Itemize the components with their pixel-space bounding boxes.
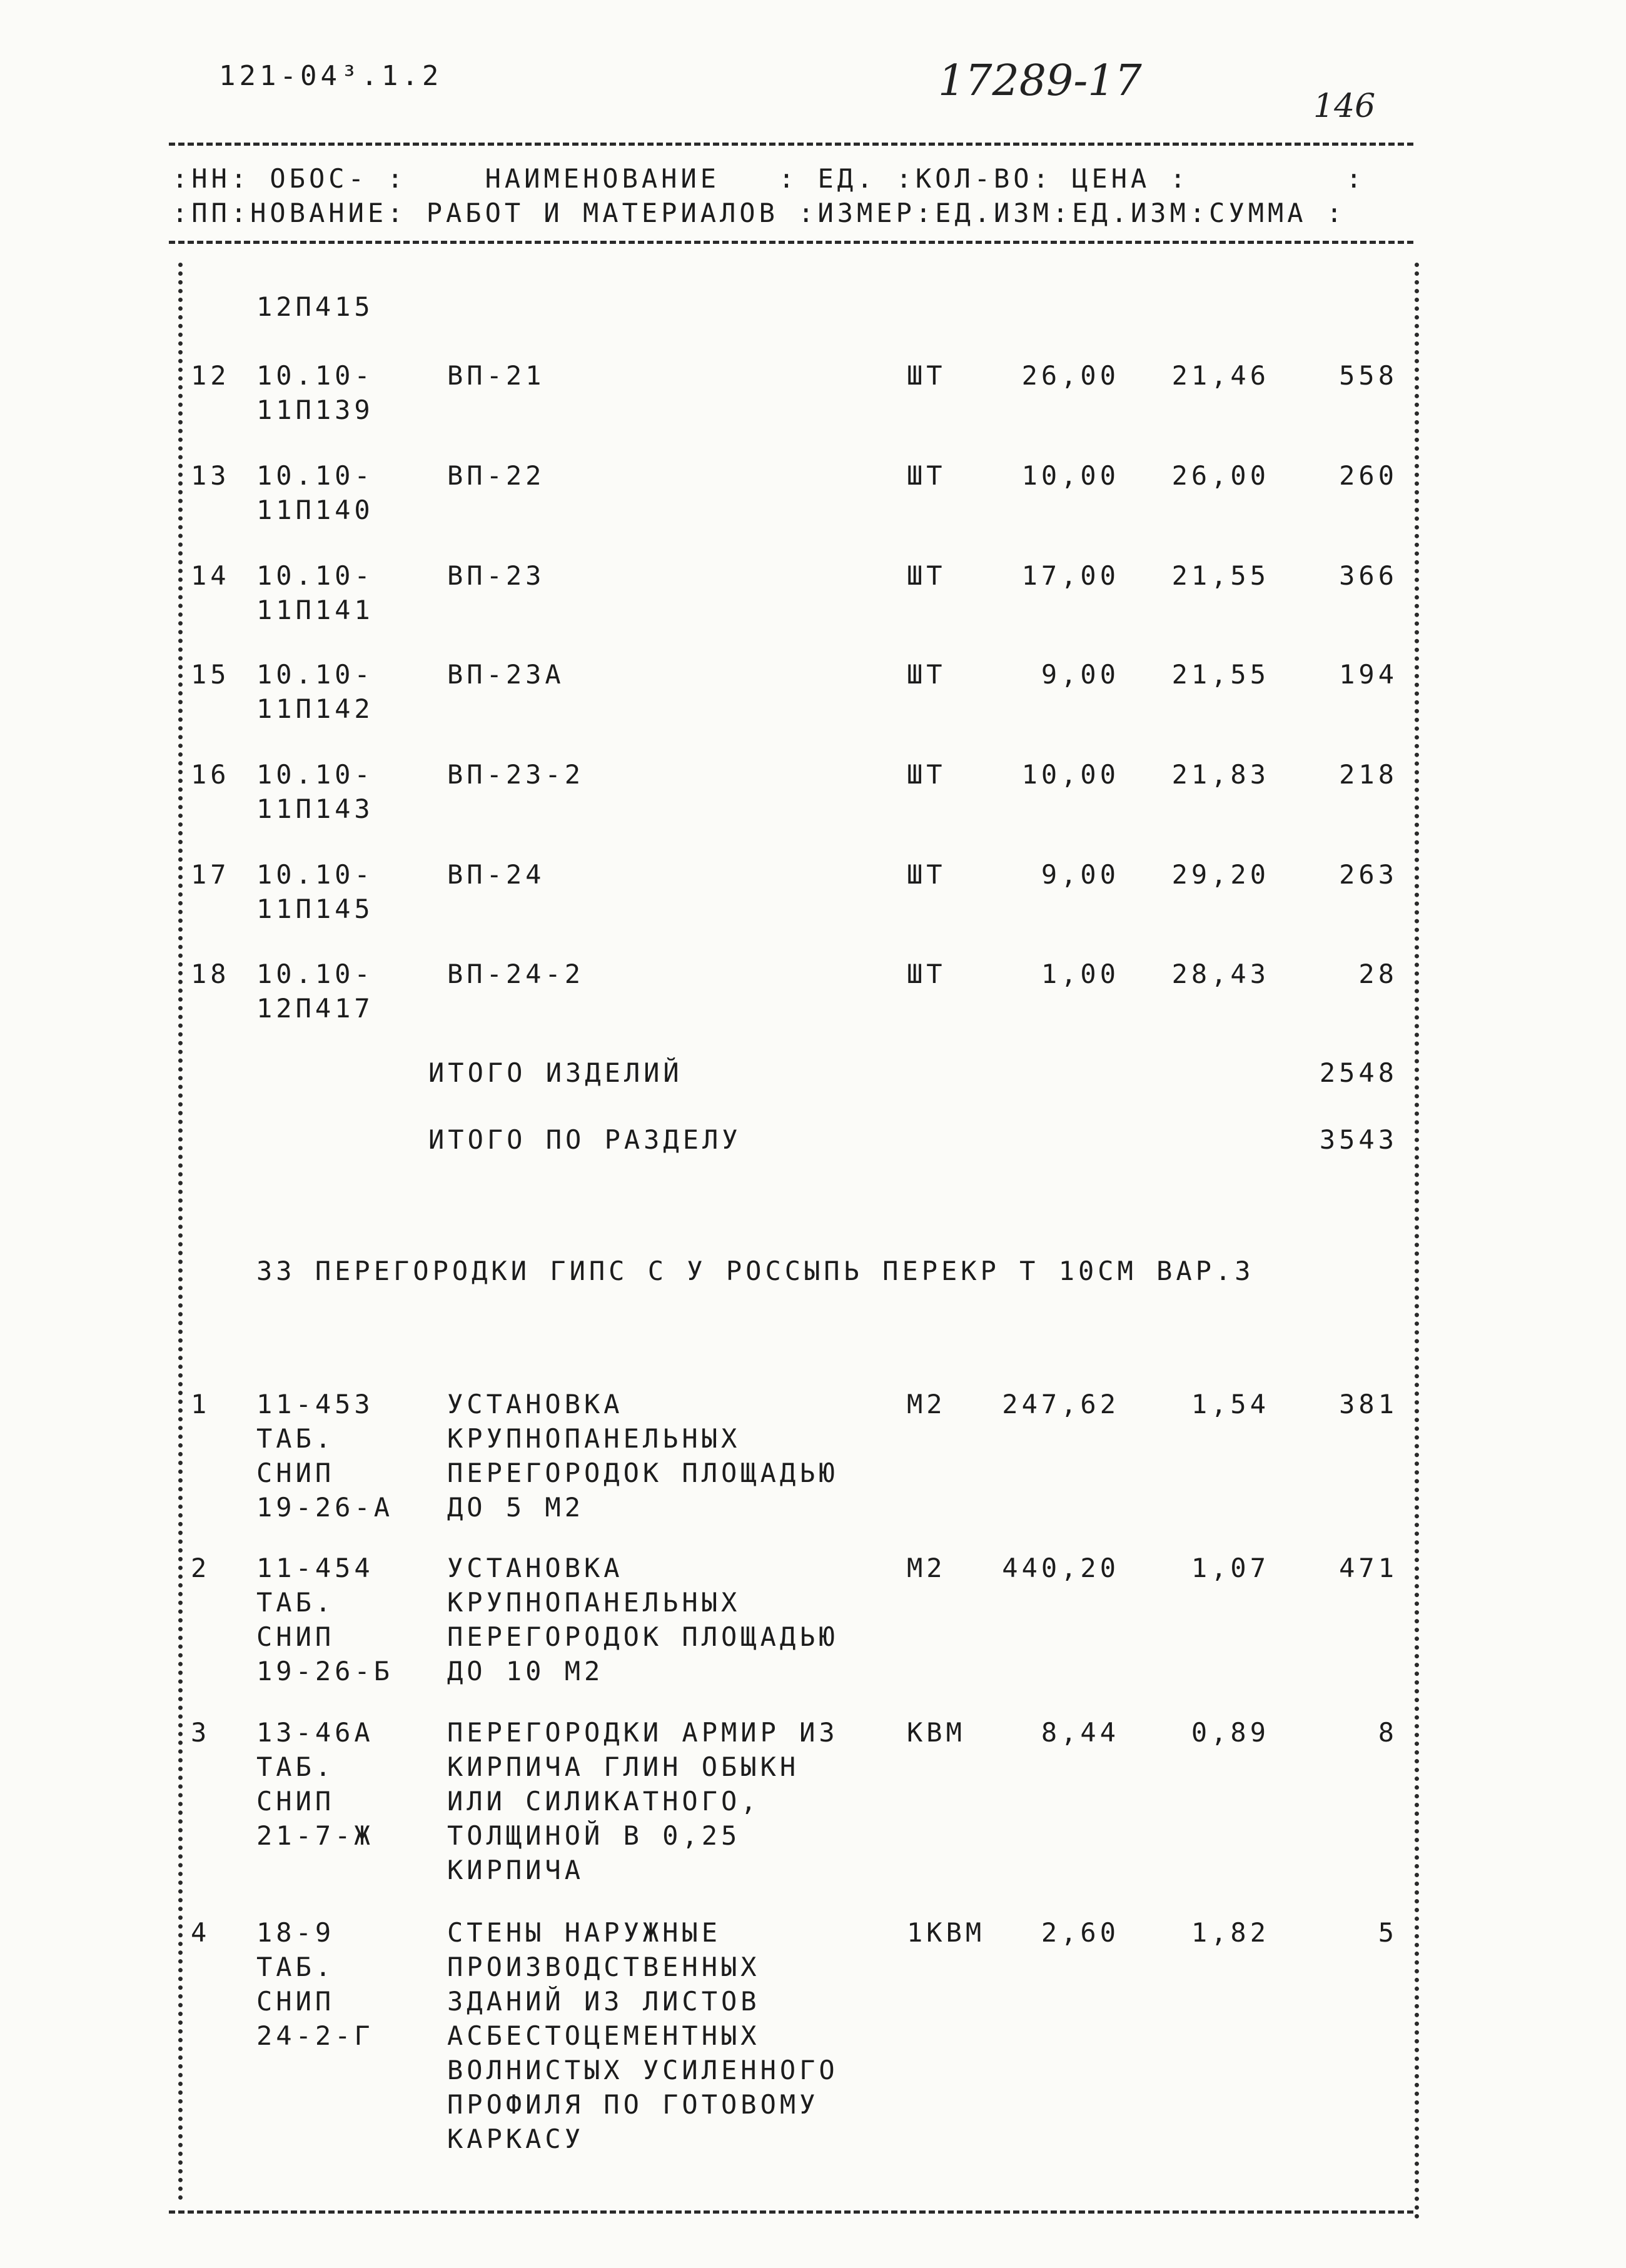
row-code: 10.10- [256,759,374,790]
section-title: 33 ПЕРЕГОРОДКИ ГИПС С У РОССЫПЬ ПЕРЕКР Т 10СМ ВАР.3 [256,1256,1255,1286]
row-qty: 247,62 [1002,1389,1119,1419]
row-sum: 194 [1339,659,1398,690]
row-name: ПЕРЕГОРОДОК ПЛОЩАДЬЮ [447,1458,839,1488]
row-code: ТАБ. [256,1751,335,1782]
row-code: 10.10- [256,659,374,690]
row-number: 3 [191,1717,211,1748]
row-price: 28,43 [1171,959,1270,989]
row-code: 12П415 [256,291,374,322]
row-code: 19-26-Б [256,1656,394,1686]
row-sum: 381 [1339,1389,1398,1419]
row-qty: 26,00 [1021,360,1119,391]
row-name: ПЕРЕГОРОДОК ПЛОЩАДЬЮ [447,1621,839,1652]
row-code: 10.10- [256,560,374,591]
header-rule [169,241,1413,244]
doc-code: 121-04³.1.2 [219,60,443,92]
row-code: ТАБ. [256,1587,335,1618]
row-code: СНИП [256,1986,335,2017]
row-name: ТОЛЩИНОЙ В 0,25 [447,1820,741,1851]
row-code: 24-2-Г [256,2020,374,2051]
row-price: 1,54 [1191,1389,1270,1419]
row-qty: 440,20 [1002,1553,1119,1583]
row-price: 1,07 [1191,1553,1270,1583]
row-number: 1 [191,1389,211,1419]
row-number: 4 [191,1917,211,1948]
row-code: 11П145 [256,894,374,924]
row-code: СНИП [256,1786,335,1817]
bottom-rule [169,2210,1413,2214]
row-price: 21,46 [1171,360,1270,391]
row-code: СНИП [256,1458,335,1488]
row-name: ЗДАНИЙ ИЗ ЛИСТОВ [447,1986,760,2017]
row-price: 21,55 [1171,560,1270,591]
row-code: 11П142 [256,693,374,724]
row-price: 1,82 [1191,1917,1270,1948]
row-price: 21,83 [1171,759,1270,790]
right-border [1415,263,1419,2220]
row-name: ВП-23А [447,659,565,690]
row-sum: 8 [1378,1717,1398,1748]
row-name: ВП-22 [447,460,545,491]
row-qty: 10,00 [1021,460,1119,491]
row-qty: 17,00 [1021,560,1119,591]
row-qty: 9,00 [1041,659,1119,690]
row-code: 18-9 [256,1917,335,1948]
row-code: 11П139 [256,395,374,425]
row-code: 10.10- [256,460,374,491]
row-name: ДО 5 М2 [447,1492,585,1523]
row-price: 29,20 [1171,859,1270,890]
row-sum: 5 [1378,1917,1398,1948]
row-name: ВП-24-2 [447,959,585,989]
row-unit: ШТ [907,659,946,690]
row-qty: 8,44 [1041,1717,1119,1748]
top-rule [169,143,1413,146]
table-header-row1: :НН: ОБОС- : НАИМЕНОВАНИЕ : ЕД. :КОЛ-ВО: ЦЕНА : : [172,163,1366,194]
row-name: ВП-23 [447,560,545,591]
row-sum: 260 [1339,460,1398,491]
row-code: 10.10- [256,360,374,391]
row-sum: 558 [1339,360,1398,391]
row-price: 0,89 [1191,1717,1270,1748]
row-code: 12П417 [256,993,374,1024]
page-number: 146 [1313,88,1376,125]
row-sum: 263 [1339,859,1398,890]
table-header-row2: :ПП:НОВАНИЕ: РАБОТ И МАТЕРИАЛОВ :ИЗМЕР:ЕД.ИЗМ:ЕД.ИЗМ:СУММА : [172,198,1346,228]
row-name: ДО 10 М2 [447,1656,604,1686]
row-number: 12 [191,360,230,391]
row-price: 21,55 [1171,659,1270,690]
row-unit: М2 [907,1389,946,1419]
row-unit: КВМ [907,1717,966,1748]
row-qty: 10,00 [1021,759,1119,790]
row-code: 13-46А [256,1717,374,1748]
row-code: ТАБ. [256,1423,335,1454]
row-number: 13 [191,460,230,491]
row-name: ВП-24 [447,859,545,890]
row-sum: 218 [1339,759,1398,790]
row-name: КРУПНОПАНЕЛЬНЫХ [447,1587,741,1618]
row-name: ПРОФИЛЯ ПО ГОТОВОМУ [447,2089,819,2120]
row-unit: 1КВМ [907,1917,986,1948]
row-name: КИРПИЧА ГЛИН ОБЫКН [447,1751,800,1782]
row-sum: 471 [1339,1553,1398,1583]
handwritten-number: 17289-17 [938,56,1142,106]
row-number: 15 [191,659,230,690]
row-code: 11П140 [256,495,374,525]
total-label: ИТОГО ИЗДЕЛИЙ [428,1057,683,1088]
row-sum: 28 [1358,959,1398,989]
row-code: 11-454 [256,1553,374,1583]
row-sum: 366 [1339,560,1398,591]
row-name: УСТАНОВКА [447,1553,624,1583]
row-name: ПРОИЗВОДСТВЕННЫХ [447,1952,760,1982]
row-code: 10.10- [256,959,374,989]
row-number: 18 [191,959,230,989]
row-name: КИРПИЧА [447,1855,585,1885]
row-name: СТЕНЫ НАРУЖНЫЕ [447,1917,722,1948]
row-number: 17 [191,859,230,890]
row-name: КРУПНОПАНЕЛЬНЫХ [447,1423,741,1454]
row-code: 11П141 [256,595,374,625]
row-number: 2 [191,1553,211,1583]
row-qty: 9,00 [1041,859,1119,890]
row-price: 26,00 [1171,460,1270,491]
total-value: 2548 [1319,1057,1398,1088]
row-code: 19-26-А [256,1492,394,1523]
row-name: ПЕРЕГОРОДКИ АРМИР ИЗ [447,1717,839,1748]
row-code: 21-7-Ж [256,1820,374,1851]
left-border [178,263,183,2201]
row-number: 14 [191,560,230,591]
row-code: 11П143 [256,794,374,824]
row-name: ВП-23-2 [447,759,585,790]
row-code: ТАБ. [256,1952,335,1982]
row-unit: ШТ [907,859,946,890]
row-name: ВОЛНИСТЫХ УСИЛЕННОГО [447,2055,839,2085]
row-unit: ШТ [907,759,946,790]
row-code: 10.10- [256,859,374,890]
total-value: 3543 [1319,1124,1398,1155]
row-unit: ШТ [907,560,946,591]
row-name: ВП-21 [447,360,545,391]
row-name: ИЛИ СИЛИКАТНОГО, [447,1786,760,1817]
row-unit: ШТ [907,959,946,989]
row-number: 16 [191,759,230,790]
row-name: УСТАНОВКА [447,1389,624,1419]
row-unit: ШТ [907,460,946,491]
row-qty: 1,00 [1041,959,1119,989]
row-unit: М2 [907,1553,946,1583]
row-name: КАРКАСУ [447,2124,585,2154]
row-code: 11-453 [256,1389,374,1419]
row-name: АСБЕСТОЦЕМЕНТНЫХ [447,2020,760,2051]
row-code: СНИП [256,1621,335,1652]
row-qty: 2,60 [1041,1917,1119,1948]
total-label: ИТОГО ПО РАЗДЕЛУ [428,1124,742,1155]
row-unit: ШТ [907,360,946,391]
